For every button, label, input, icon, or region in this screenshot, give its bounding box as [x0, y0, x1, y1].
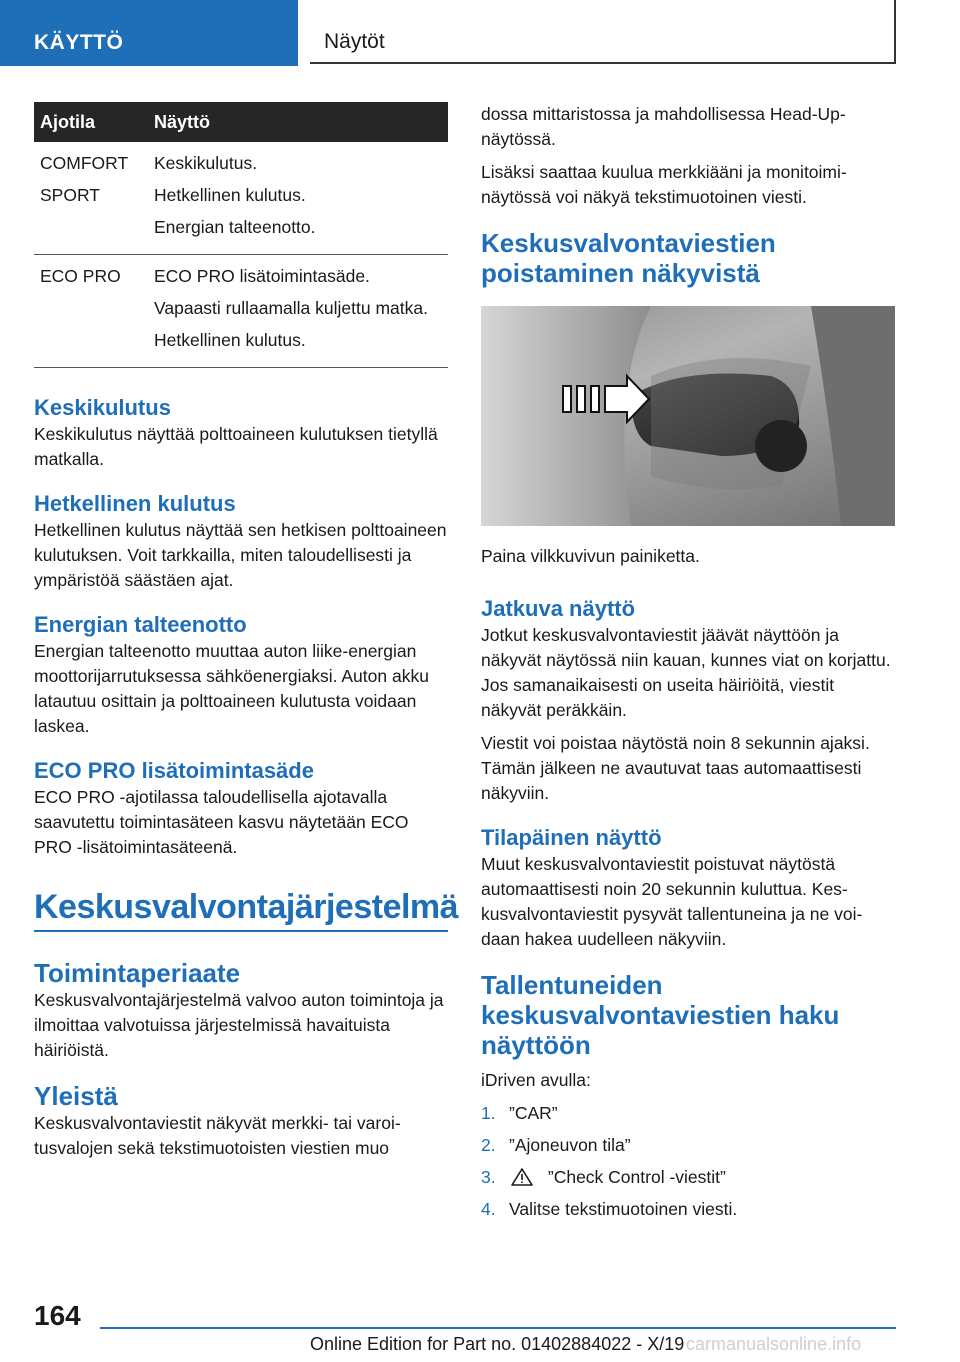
- text-keskikulutus: Keskikulutus näyttää polttoaineen kulutuksen tietyllä matkalla.: [34, 424, 438, 469]
- display-cell: [148, 142, 448, 255]
- step-number: 1.: [481, 1103, 496, 1123]
- step-number: 4.: [481, 1199, 496, 1219]
- mode-cell: [34, 142, 148, 255]
- text-signal: Lisäksi saattaa kuulua merkkiääni ja monitoiminäytössä voi näkyä tekstimuotoinen viesti.: [481, 162, 847, 207]
- list-item: [481, 1101, 895, 1125]
- step-text: Valitse tekstimuotoinen viesti.: [509, 1199, 738, 1219]
- turn-signal-lever-image: [481, 306, 895, 526]
- step-number: 2.: [481, 1135, 496, 1155]
- heading-ecopro: ECO PRO lisätoimintasäde: [34, 758, 314, 783]
- text-continued: dossa mittaristossa ja mahdollisessa Head-Up-näytössä.: [481, 104, 846, 149]
- section-tab: KÄYTTÖ: [0, 0, 298, 66]
- heading-main: Keskusvalvontajärjestelmä: [34, 886, 448, 932]
- heading-toimintaperiaate: Toimintaperiaate: [34, 958, 241, 988]
- list-item: [481, 1165, 895, 1189]
- heading-energia: Energian talteenotto: [34, 612, 247, 637]
- text-hetkellinen: Hetkellinen kulutus näyttää sen hetkisen polttoaineen kulutuksen. Voit tarkkailla, miten taloudellisesti ja ympäristöä säästäen ajat.: [34, 520, 447, 590]
- edition-note: Online Edition for Part no. 01402884022 - X/19: [310, 1334, 685, 1354]
- step-number: 3.: [481, 1167, 496, 1187]
- step-text: ”Check Control -viestit”: [547, 1167, 726, 1187]
- text-yleista: Keskusvalvontaviestit näkyvät merkki- tai varoitusvalojen sekä tekstimuotoisten viestien muo: [34, 1113, 401, 1158]
- list-item: [481, 1133, 895, 1157]
- chapter-title: Näytöt: [310, 0, 896, 64]
- mode-comfort: COMFORT: [40, 153, 129, 173]
- display-text: Vapaasti rullaamalla kuljettu matka.: [154, 298, 428, 318]
- heading-tilapainen: Tilapäinen näyttö: [481, 825, 662, 850]
- display-cell: [148, 255, 448, 368]
- mode-cell: [34, 255, 148, 368]
- text-jatkuva-1: Jotkut keskusvalvontaviestit jäävät näyttöön ja näkyvät näytössä niin kauan, kunnes viat on korjattu. Jos samanaikaisesti on useita häiriöitä, viestit näkyvät peräkkäin.: [481, 625, 891, 720]
- display-text: ECO PRO lisätoimintasäde.: [154, 266, 370, 286]
- display-text: Hetkellinen kulutus.: [154, 185, 306, 205]
- page-header: [0, 0, 960, 66]
- heading-poisto: Keskusvalvontaviestien poistaminen näkyvistä: [481, 228, 776, 288]
- heading-yleista: Yleistä: [34, 1081, 118, 1111]
- text-energia: Energian talteenotto muuttaa auton liike-energian moottorijarrutuksessa sähköenergiaksi. Auton akku latautuu osittain ja polttoaineen kulutusta voidaan laskea.: [34, 641, 429, 736]
- table-header-mode: Ajotila: [34, 102, 148, 142]
- display-text: Hetkellinen kulutus.: [154, 330, 306, 350]
- heading-jatkuva: Jatkuva näyttö: [481, 596, 636, 621]
- display-text: Energian talteenotto.: [154, 217, 316, 237]
- text-tilapainen: Muut keskusvalvontaviestit poistuvat näytöstä automaattisesti noin 20 sekunnin kuluttua. Keskusvalvontaviestit pysyvät tallentuneina ja ne voidaan hakea uudelleen näkyviin.: [481, 854, 863, 949]
- table-row: [34, 142, 448, 255]
- lever-illustration: [481, 306, 895, 526]
- heading-hetkellinen: Hetkellinen kulutus: [34, 491, 236, 516]
- text-haku-intro: iDriven avulla:: [481, 1070, 591, 1090]
- text-toimintaperiaate: Keskusvalvontajärjestelmä valvoo auton toimintoja ja ilmoittaa valvotuissa järjestelmissä havaituista häiriöistä.: [34, 990, 444, 1060]
- watermark: carmanualsonline.info: [686, 1334, 862, 1354]
- list-item: [481, 1197, 895, 1221]
- left-column: [34, 102, 459, 1161]
- table-header-display: Näyttö: [148, 102, 448, 142]
- figure-caption: Paina vilkkuvivun painiketta.: [481, 546, 700, 566]
- heading-haku: Tallentuneiden keskusvalvontaviestien haku näyttöön: [481, 970, 840, 1060]
- text-jatkuva-2: Viestit voi poistaa näytöstä noin 8 sekunnin ajaksi. Tämän jälkeen ne avautuvat taas automaattisesti näkyviin.: [481, 733, 870, 803]
- mode-eco-pro: ECO PRO: [40, 266, 121, 286]
- step-text: ”Ajoneuvon tila”: [509, 1135, 631, 1155]
- page-number: 164: [34, 1300, 81, 1331]
- step-text: ”CAR”: [509, 1103, 558, 1123]
- steps-list: [481, 1101, 895, 1221]
- display-text: Keskikulutus.: [154, 153, 258, 173]
- right-column: [481, 102, 895, 1229]
- text-ecopro: ECO PRO -ajotilassa taloudellisella ajotavalla saavutettu toimintasäteen kasvu näytetään ECO PRO -lisätoimintasäteenä.: [34, 787, 409, 857]
- warning-triangle-icon: [511, 1168, 533, 1186]
- footer-divider: [100, 1327, 896, 1329]
- drive-mode-table: [34, 102, 448, 368]
- mode-sport: SPORT: [40, 185, 100, 205]
- heading-keskikulutus: Keskikulutus: [34, 395, 171, 420]
- table-row: [34, 255, 448, 368]
